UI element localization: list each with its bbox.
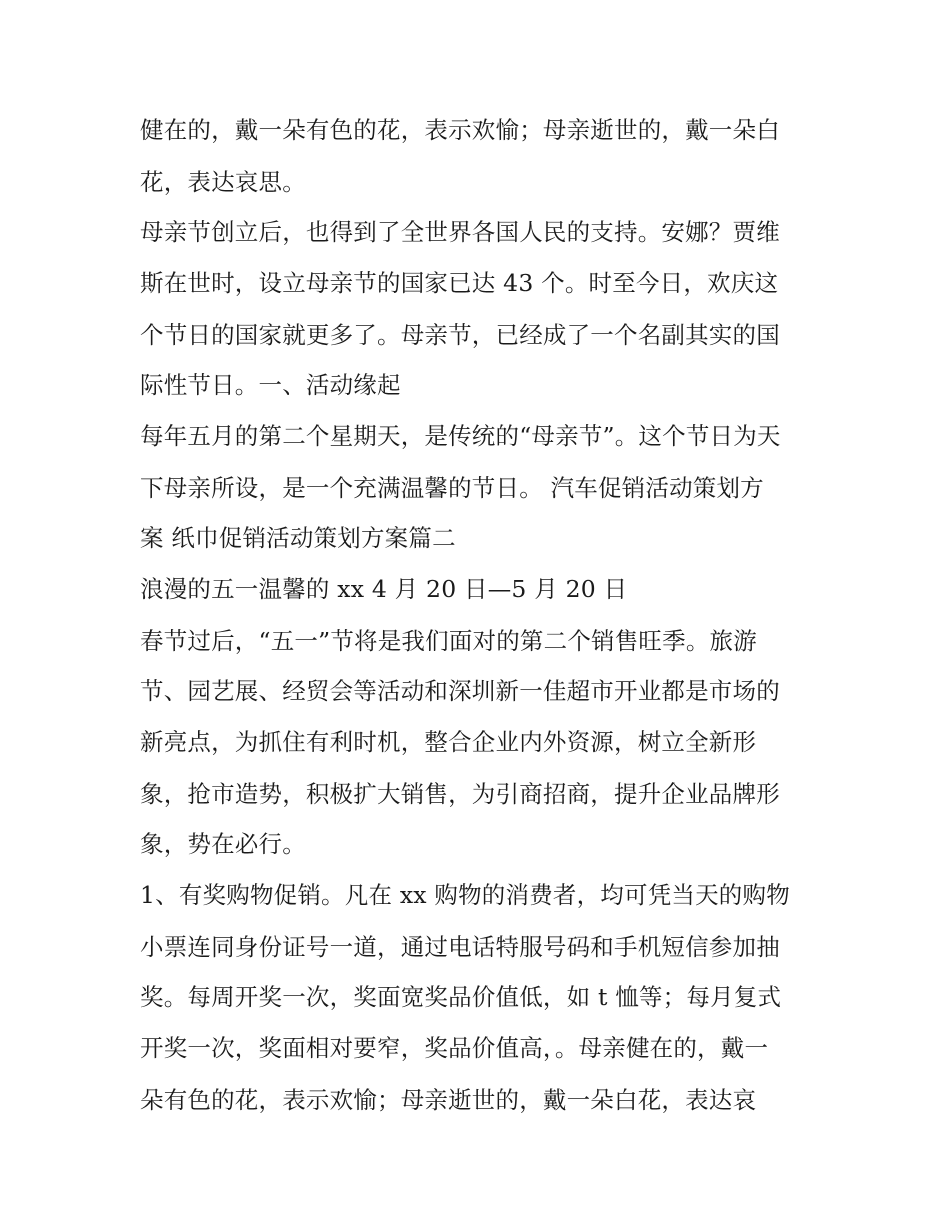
text-line: 每年五月的第二个星期天，是传统的“母亲节”。这个节日为天 — [140, 422, 781, 450]
text-line: 1、有奖购物促销。凡在 xx 购物的消费者，均可凭当天的购物 — [140, 881, 790, 909]
text-line: 小票连同身份证号一道，通过电话特服号码和手机短信参加抽 — [140, 933, 780, 961]
text-line: 节、园艺展、经贸会等活动和深圳新一佳超市开业都是市场的 — [140, 677, 780, 705]
text-line: 象，抢市造势，积极扩大销售，为引商招商，提升企业品牌形 — [140, 780, 780, 808]
text-line: 下母亲所设，是一个充满温馨的节日。 汽车促销活动策划方 — [140, 474, 764, 502]
text-line: 际性节日。一、活动缘起 — [140, 371, 401, 399]
text-line: 新亮点，为抓住有利时机，整合企业内外资源，树立全新形 — [140, 728, 757, 756]
text-line: 个节日的国家就更多了。母亲节，已经成了一个名副其实的国 — [140, 321, 780, 349]
text-line: 健在的，戴一朵有色的花，表示欢愉；母亲逝世的，戴一朵白 — [140, 116, 780, 144]
text-line: 奖。每周开奖一次，奖面宽奖品价值低，如 t 恤等；每月复式 — [140, 983, 782, 1011]
text-line: 斯在世时，设立母亲节的国家已达 43 个。时至今日，欢庆这 — [140, 269, 779, 297]
text-line: 花，表达哀思。 — [140, 168, 306, 196]
text-line: 案 纸巾促销活动策划方案篇二 — [140, 524, 456, 552]
text-line: 母亲节创立后，也得到了全世界各国人民的支持。安娜？贾维 — [140, 218, 780, 246]
text-line: 象，势在必行。 — [140, 830, 306, 858]
text-line: 朵有色的花，表示欢愉；母亲逝世的，戴一朵白花，表达哀 — [140, 1086, 757, 1114]
text-line: 浪漫的五一温馨的 xx 4 月 20 日—5 月 20 日 — [140, 575, 628, 603]
text-line: 春节过后，“五一”节将是我们面对的第二个销售旺季。旅游 — [140, 627, 757, 655]
text-line: 开奖一次，奖面相对要窄，奖品价值高，。母亲健在的，戴一 — [140, 1034, 769, 1062]
